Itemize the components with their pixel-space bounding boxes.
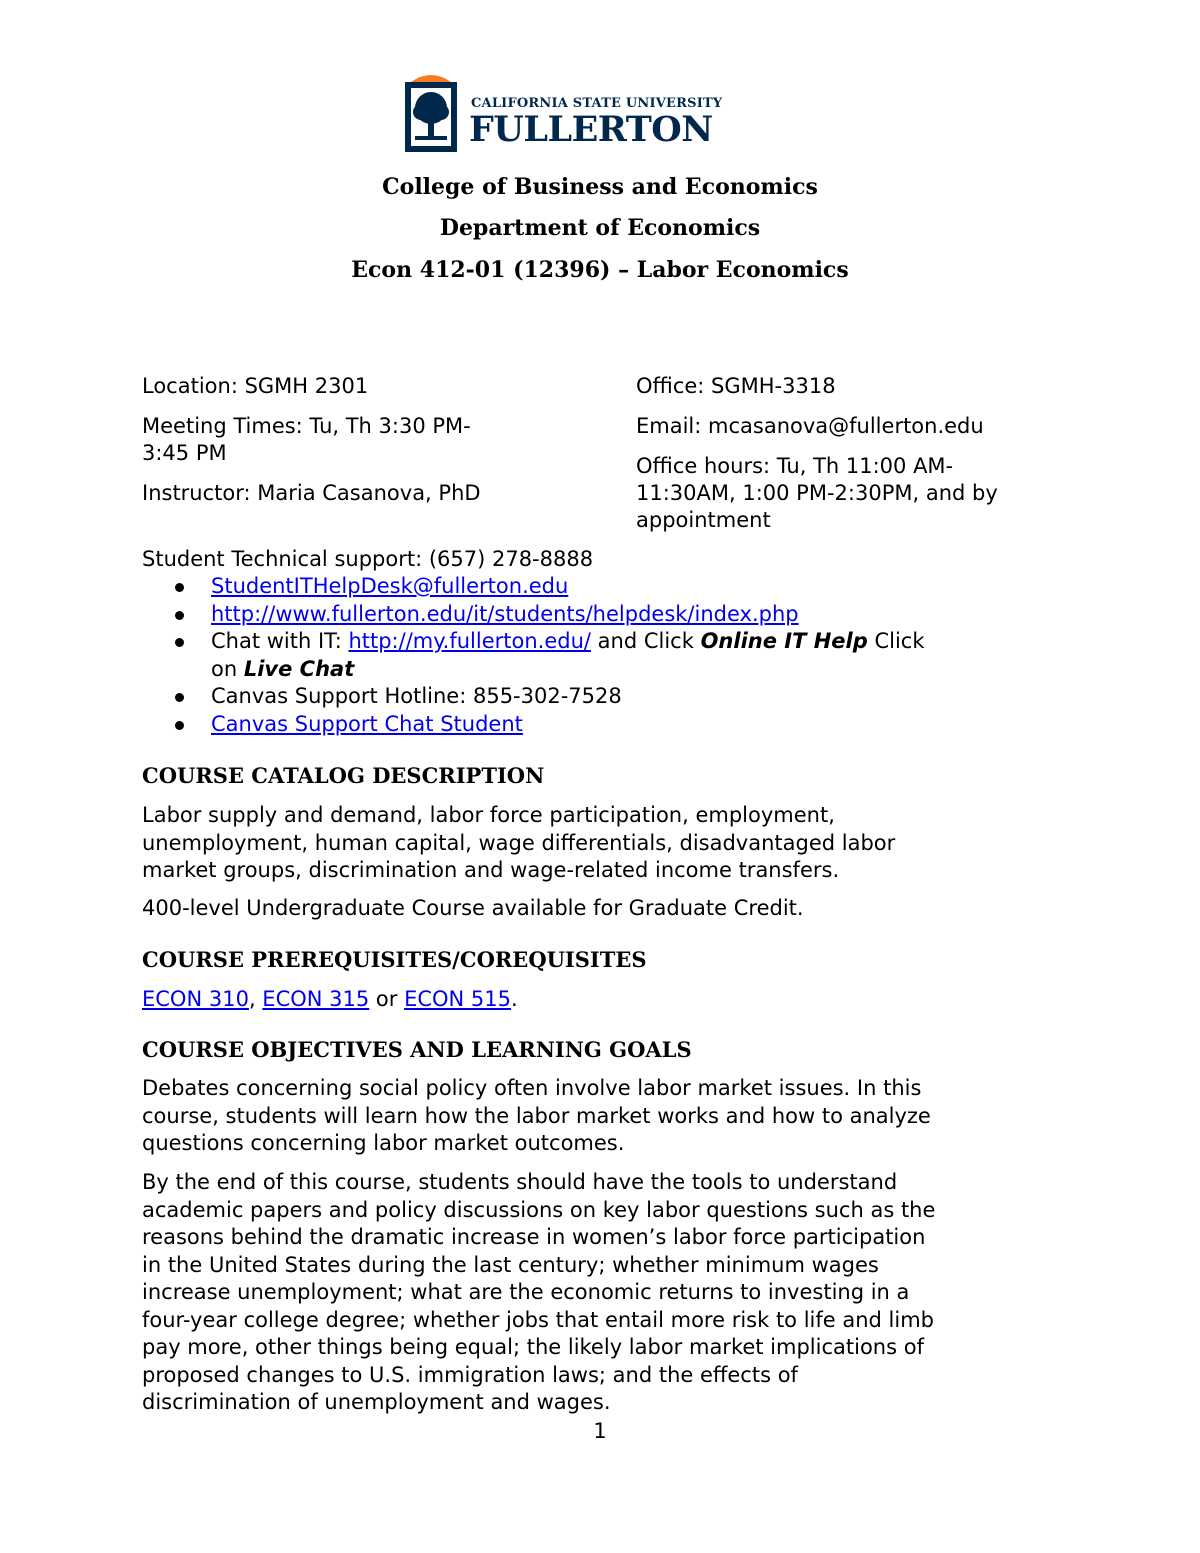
chat-line2-prefix: on	[211, 656, 244, 681]
office-hours-line3: appointment	[636, 508, 771, 532]
canvas-hotline-text: Canvas Support Hotline: 855-302-7528	[211, 684, 622, 708]
live-chat-label: Live Chat	[243, 656, 355, 681]
bullet-icon	[175, 583, 184, 592]
list-item	[142, 573, 924, 601]
bullet-icon	[175, 611, 184, 620]
catalog-heading: COURSE CATALOG DESCRIPTION	[142, 763, 545, 788]
meeting-times-line2: 3:45 PM	[142, 441, 227, 465]
catalog-description	[142, 802, 895, 885]
department-title: Department of Economics	[439, 215, 761, 241]
paragraph-line: proposed changes to U.S. immigration laws; and the effects of	[142, 1362, 798, 1387]
list-item	[142, 711, 924, 739]
logo-university-line: CALIFORNIA STATE UNIVERSITY	[471, 96, 723, 111]
paragraph-line: By the end of this course, students should have the tools to understand	[142, 1170, 898, 1194]
helpdesk-url-link[interactable]: http://www.fullerton.edu/it/students/helpdesk/index.php	[211, 601, 799, 626]
my-fullerton-link[interactable]: http://my.fullerton.edu/	[348, 629, 591, 653]
college-title: College of Business and Economics	[382, 174, 818, 200]
econ-515-link[interactable]: ECON 515	[404, 987, 512, 1011]
university-logo	[405, 74, 735, 154]
online-it-help-label: Online IT Help	[700, 629, 868, 653]
paragraph-line: increase unemployment; what are the economic returns to investing in a	[142, 1280, 910, 1304]
list-item	[142, 683, 924, 711]
bullet-icon	[175, 693, 184, 702]
bullet-icon	[175, 721, 184, 730]
paragraph-line: in the United States during the last century; whether minimum wages	[142, 1252, 879, 1277]
prereq-end: .	[511, 987, 518, 1011]
prereq-sep: ,	[248, 987, 263, 1011]
chat-prefix: Chat with IT:	[211, 629, 349, 653]
tech-support-title: Student Technical support: (657) 278-8888	[142, 547, 594, 571]
meeting-times-line1: Meeting Times: Tu, Th 3:30 PM-	[142, 414, 471, 438]
level-note: 400-level Undergraduate Course available for Graduate Credit.	[142, 896, 804, 920]
bullet-icon	[175, 638, 184, 647]
location-text: Location: SGMH 2301	[142, 374, 369, 398]
logo-campus-name: FULLERTON	[469, 109, 713, 150]
paragraph-line: course, students will learn how the labor market works and how to analyze	[142, 1103, 931, 1128]
chat-mid: and Click	[590, 629, 701, 653]
prereq-links	[142, 986, 518, 1013]
econ-315-link[interactable]: ECON 315	[262, 987, 370, 1011]
list-item	[142, 601, 924, 629]
support-list	[142, 573, 924, 738]
tree-seal-icon	[405, 74, 457, 152]
paragraph-line: Debates concerning social policy often involve labor market issues. In this	[142, 1076, 922, 1100]
helpdesk-email-link[interactable]: StudentITHelpDesk@fullerton.edu	[211, 574, 569, 598]
office-text: Office: SGMH-3318	[636, 374, 836, 398]
office-hours-line1: Office hours: Tu, Th 11:00 AM-	[636, 454, 954, 478]
prereq-heading: COURSE PREREQUISITES/COREQUISITES	[142, 947, 647, 972]
objectives-heading: COURSE OBJECTIVES AND LEARNING GOALS	[142, 1037, 692, 1062]
list-item	[142, 628, 924, 656]
canvas-chat-link[interactable]: Canvas Support Chat Student	[211, 711, 523, 736]
catalog-line: unemployment, human capital, wage differentials, disadvantaged labor	[142, 830, 896, 855]
paragraph-line: four-year college degree; whether jobs that entail more risk to life and limb	[142, 1307, 935, 1332]
paragraph-line: discrimination of unemployment and wages.	[142, 1390, 611, 1414]
course-title: Econ 412-01 (12396) – Labor Economics	[351, 257, 849, 283]
chat-after: Click	[867, 629, 925, 653]
objectives-paragraph-1	[142, 1075, 931, 1158]
office-hours-line2: 11:30AM, 1:00 PM-2:30PM, and by	[636, 481, 998, 505]
econ-310-link[interactable]: ECON 310	[142, 987, 249, 1011]
paragraph-line: questions concerning labor market outcomes.	[142, 1131, 625, 1155]
catalog-line: Labor supply and demand, labor force participation, employment,	[142, 803, 835, 827]
email-text: Email: mcasanova@fullerton.edu	[636, 414, 984, 438]
instructor-text: Instructor: Maria Casanova, PhD	[142, 481, 481, 505]
paragraph-line: reasons behind the dramatic increase in women’s labor force participation	[142, 1225, 926, 1249]
prereq-sep: or	[369, 987, 405, 1011]
page-number: 1	[593, 1419, 607, 1443]
paragraph-line: academic papers and policy discussions on key labor questions such as the	[142, 1197, 936, 1222]
paragraph-line: pay more, other things being equal; the likely labor market implications of	[142, 1335, 924, 1359]
catalog-line: market groups, discrimination and wage-related income transfers.	[142, 858, 840, 882]
objectives-paragraph-2	[142, 1169, 935, 1417]
list-item	[142, 656, 924, 684]
